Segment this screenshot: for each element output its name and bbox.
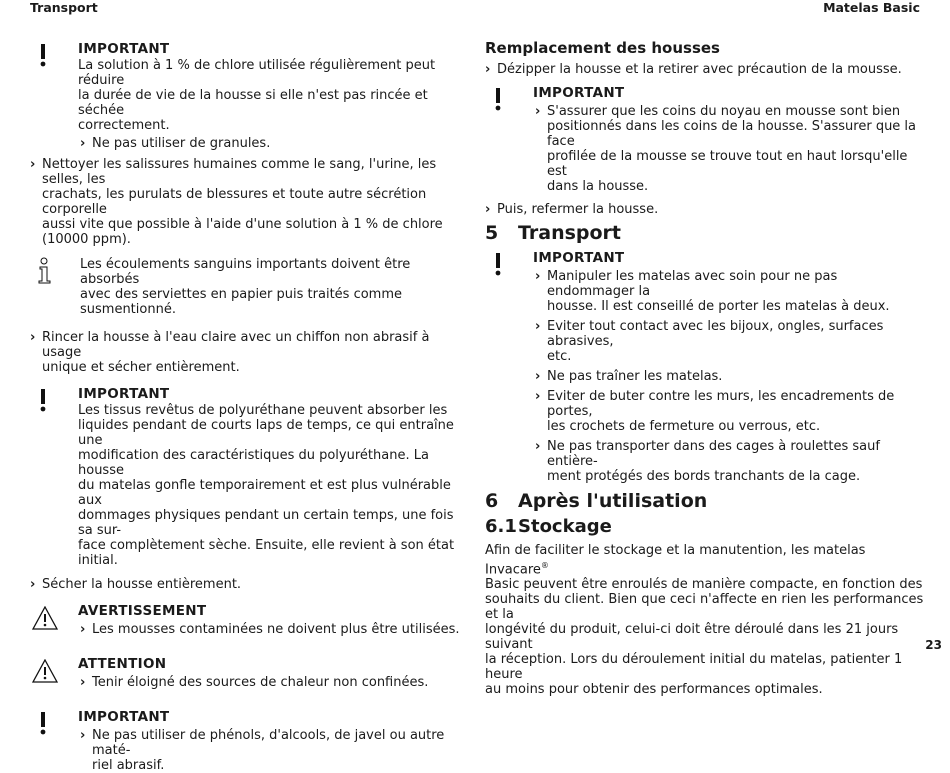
left-column [30, 40, 470, 773]
bullet-line: unique et sécher entièrement. [42, 360, 240, 375]
bullet-line: les crochets de fermeture ou verrous, etc. [547, 419, 821, 434]
bullet-line: › Ne pas utiliser de phénols, d'alcools, de javel ou autre maté- [92, 728, 445, 758]
section-number: 6 [485, 490, 499, 512]
bullet-line: › S'assurer que les coins du noyau en mousse sont bien [547, 104, 901, 119]
notice-text-line: face complètement sèche. Ensuite, elle revient à son état initial. [78, 538, 455, 568]
section-heading-transport [485, 221, 925, 245]
notice-bullet [80, 728, 470, 773]
header-chapter: Transport [30, 0, 98, 15]
exclamation-icon [36, 387, 50, 413]
notice-bullet [535, 439, 925, 484]
section-title: Stockage [518, 516, 612, 537]
notice-important-1 [30, 40, 470, 151]
notice-bullet [535, 104, 925, 194]
notice-text-line: modification des caractéristiques du polyuréthane. La housse [78, 448, 429, 478]
notice-text-line: la durée de vie de la housse si elle n'est pas rincée et séchée [78, 88, 428, 118]
right-column [485, 38, 925, 697]
notice-important-2 [30, 385, 470, 568]
notice-bullet [535, 269, 925, 314]
bullet-close: › Puis, refermer la housse. [485, 202, 925, 217]
paragraph-line: Basic peuvent être enroulés de manière compacte, en fonction des [485, 577, 923, 593]
info-line: Les écoulements sanguins importants doivent être absorbés [80, 257, 411, 287]
bullet-line: dans la housse. [547, 179, 649, 194]
notice-title: IMPORTANT [78, 41, 170, 57]
notice-warning [30, 602, 470, 637]
section-title: Transport [518, 222, 622, 244]
notice-bullet [535, 369, 925, 384]
notice-text-line: Les tissus revêtus de polyuréthane peuvent absorber les [78, 403, 448, 418]
header-product: Matelas Basic [823, 0, 920, 15]
warning-triangle-icon [32, 606, 58, 630]
section-title: Après l'utilisation [518, 490, 708, 512]
bullet-line: › Rincer la housse à l'eau claire avec un chiffon non abrasif à usage [42, 330, 430, 360]
bullet-line: etc. [547, 349, 572, 364]
bullet-rinse [30, 330, 470, 375]
bullet-dry: › Sécher la housse entièrement. [30, 577, 470, 592]
subheading-cover-replacement: Remplacement des housses [485, 39, 720, 57]
bullet-line: (10000 ppm). [42, 232, 131, 247]
notice-text-line: du matelas gonfle temporairement et est plus vulnérable aux [78, 478, 451, 508]
exclamation-icon [491, 251, 505, 277]
bullet-line: › Manipuler les matelas avec soin pour ne pas endommager la [547, 269, 838, 299]
bullet-clean-soil [30, 157, 470, 247]
notice-title: ATTENTION [78, 656, 167, 672]
notice-title: IMPORTANT [78, 386, 170, 402]
notice-text-line: La solution à 1 % de chlore utilisée régulièrement peut réduire [78, 58, 436, 88]
notice-title: IMPORTANT [78, 709, 170, 725]
info-note [30, 257, 470, 317]
paragraph-line: au moins pour obtenir des performances optimales. [485, 682, 823, 698]
exclamation-icon [36, 710, 50, 736]
notice-bullet: › Ne pas utiliser de granules. [80, 136, 470, 151]
bullet-line: positionnés dans les coins de la housse. S'assurer que la face [547, 119, 917, 149]
notice-important-3 [30, 708, 470, 773]
paragraph-line: la réception. Lors du déroulement initial du matelas, patienter 1 heure [485, 652, 903, 683]
notice-title: IMPORTANT [533, 250, 625, 266]
registered-mark: ® [540, 561, 549, 570]
section-number: 5 [485, 222, 499, 244]
storage-paragraph [485, 543, 925, 697]
notice-important-5 [485, 249, 925, 484]
section-heading-storage [485, 515, 925, 539]
bullet-line: › Ne pas traîner les matelas. [547, 369, 723, 384]
bullet-unzip: › Dézipper la housse et la retirer avec précaution de la mousse. [485, 62, 925, 77]
bullet-line: profilée de la mousse se trouve tout en haut lorsqu'elle est [547, 149, 908, 179]
bullet-line: aussi vite que possible à l'aide d'une solution à 1 % de chlore [42, 217, 443, 232]
info-line: avec des serviettes en papier puis traités comme susmentionné. [80, 287, 402, 317]
notice-title: IMPORTANT [533, 85, 625, 101]
section-heading-after-use [485, 489, 925, 513]
paragraph-line [485, 543, 925, 577]
notice-text-line: dommages physiques pendant un certain temps, une fois sa sur- [78, 508, 454, 538]
paragraph-line: longévité du produit, celui-ci doit être déroulé dans les 21 jours suivant [485, 622, 899, 653]
bullet-line: › Ne pas transporter dans des cages à roulettes sauf entière- [547, 439, 880, 469]
notice-important-4 [485, 84, 925, 194]
bullet-line: ment protégés des bords tranchants de la cage. [547, 469, 861, 484]
exclamation-icon [491, 86, 505, 112]
page-number: 23 [925, 638, 942, 652]
bullet-line: housse. Il est conseillé de porter les matelas à deux. [547, 299, 890, 314]
info-icon [36, 257, 58, 285]
paragraph-text: Afin de faciliter le stockage et la manutention, les matelas Invacare [485, 543, 866, 578]
section-number: 6.1 [485, 516, 517, 537]
bullet-line: crachats, les purulats de blessures et toute autre sécrétion corporelle [42, 187, 427, 217]
notice-caution [30, 655, 470, 690]
notice-text-line: liquides pendant de courts laps de temps, ce qui entraîne une [78, 418, 454, 448]
notice-bullet [535, 319, 925, 364]
notice-bullet: › Tenir éloigné des sources de chaleur non confinées. [80, 675, 470, 690]
bullet-line: › Eviter de buter contre les murs, les encadrements de portes, [547, 389, 895, 419]
warning-triangle-icon [32, 659, 58, 683]
bullet-line: › Nettoyer les salissures humaines comme le sang, l'urine, les selles, les [42, 157, 437, 187]
exclamation-icon [36, 42, 50, 68]
notice-bullet: › Les mousses contaminées ne doivent plus être utilisées. [80, 622, 470, 637]
bullet-line: › Eviter tout contact avec les bijoux, ongles, surfaces abrasives, [547, 319, 884, 349]
notice-bullet [535, 389, 925, 434]
notice-text-line: correctement. [78, 118, 170, 133]
notice-title: AVERTISSEMENT [78, 603, 207, 619]
bullet-line: riel abrasif. [92, 758, 165, 773]
paragraph-line: souhaits du client. Bien que ceci n'affecte en rien les performances et la [485, 592, 924, 623]
